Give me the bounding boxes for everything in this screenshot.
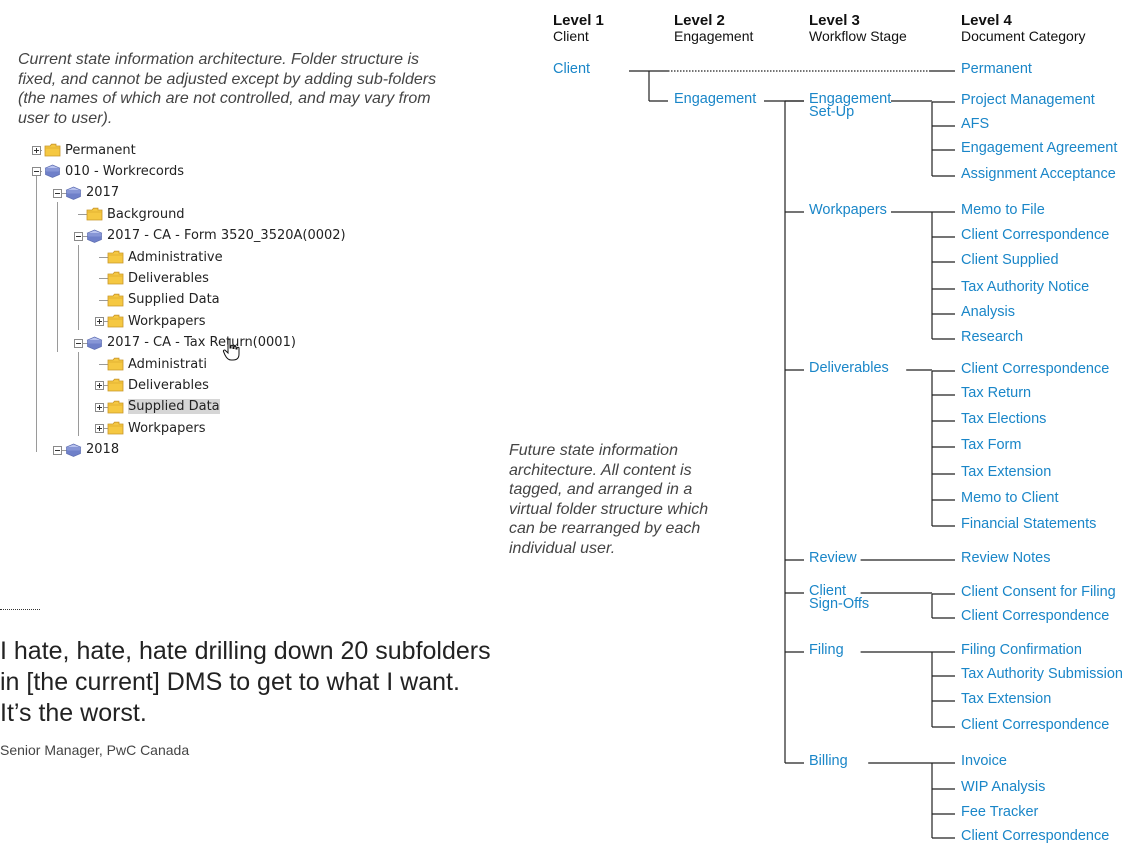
current-state-caption: Current state information architecture. Folder structure is fixed, and cannot be adjusted except by adding sub-folders (the names of which are not controlled, and may vary from user to user). [18, 51, 437, 127]
document-category[interactable]: Client Correspondence [961, 608, 1110, 624]
level-title: Level 3 [809, 12, 860, 29]
quote-attribution: Senior Manager, PwC Canada [0, 742, 190, 758]
permanent-node[interactable]: Permanent [961, 61, 1032, 77]
tree-node-label: Supplied Data [128, 399, 220, 415]
document-category[interactable]: Client Consent for Filing [961, 584, 1116, 600]
document-category[interactable]: Tax Extension [961, 464, 1052, 480]
level-subtitle: Document Category [961, 28, 1086, 44]
workflow-stage[interactable]: Filing [809, 642, 844, 658]
workflow-stage[interactable]: Billing [809, 753, 848, 769]
future-state-caption: Future state information architecture. All content is tagged, and arranged in a virtual folder structure which can be rearranged by each individual user. [509, 442, 709, 557]
client-node[interactable]: Client [553, 61, 591, 77]
tree-node-label: 2017 - CA - Tax Return(0001) [107, 335, 296, 351]
tree-node-label: 2018 [86, 442, 120, 458]
document-category[interactable]: Tax Extension [961, 691, 1052, 707]
document-category[interactable]: Research [961, 329, 1024, 345]
document-category[interactable]: Client Correspondence [961, 361, 1110, 377]
document-category[interactable]: Tax Authority Submission [961, 666, 1123, 682]
tree-node-label: 2017 - CA - Form 3520_3520A(0002) [107, 228, 346, 244]
level-title: Level 2 [674, 12, 725, 29]
document-category[interactable]: Client Correspondence [961, 717, 1110, 733]
document-category[interactable]: Engagement Agreement [961, 140, 1118, 156]
workflow-stage[interactable]: Engagement [809, 91, 892, 107]
document-category[interactable]: Client Correspondence [961, 828, 1110, 844]
document-category[interactable]: WIP Analysis [961, 779, 1046, 795]
quote-line-3: It’s the worst. [0, 699, 147, 727]
document-category[interactable]: Filing Confirmation [961, 642, 1082, 658]
document-category[interactable]: Analysis [961, 304, 1015, 320]
tree-node-label: Workpapers [128, 313, 206, 329]
tree-node-label: Permanent [65, 142, 136, 158]
document-category[interactable]: Memo to Client [961, 490, 1059, 506]
tree-node-label: Administrati [128, 356, 207, 372]
quote-line-1: I hate, hate, hate drilling down 20 subfolders [0, 637, 491, 665]
workflow-stage[interactable]: Deliverables [809, 360, 889, 376]
document-category[interactable]: Review Notes [961, 550, 1051, 566]
document-category[interactable]: Client Supplied [961, 252, 1059, 268]
level-title: Level 4 [961, 12, 1012, 29]
workflow-stage-line2[interactable]: Set-Up [809, 104, 855, 120]
workflow-stage[interactable]: Review [809, 550, 857, 566]
document-category[interactable]: Memo to File [961, 202, 1045, 218]
workflow-stage[interactable]: Client [809, 583, 847, 599]
tree-node-label: 2017 [86, 185, 120, 201]
tree-node-label: Workpapers [128, 420, 206, 436]
document-category[interactable]: Financial Statements [961, 516, 1097, 532]
document-category[interactable]: Invoice [961, 753, 1007, 769]
tree-node-label: 010 - Workrecords [65, 163, 184, 179]
level-subtitle: Workflow Stage [809, 28, 907, 44]
document-category[interactable]: Tax Form [961, 437, 1022, 453]
tree-node-label: Background [107, 206, 185, 222]
workflow-stage-line2[interactable]: Sign-Offs [809, 596, 870, 612]
document-category[interactable]: Project Management [961, 92, 1095, 108]
quote-line-2: in [the current] DMS to get to what I want. [0, 668, 460, 696]
engagement-node[interactable]: Engagement [674, 91, 757, 107]
document-category[interactable]: Assignment Acceptance [961, 166, 1116, 182]
tree-node-label: Deliverables [128, 270, 209, 286]
document-category[interactable]: Tax Authority Notice [961, 279, 1090, 295]
document-category[interactable]: Tax Return [961, 385, 1032, 401]
document-category[interactable]: Fee Tracker [961, 804, 1039, 820]
tree-node-label: Administrative [128, 249, 223, 265]
level-title: Level 1 [553, 12, 604, 29]
document-category[interactable]: Tax Elections [961, 411, 1047, 427]
level-subtitle: Engagement [674, 28, 754, 44]
document-category[interactable]: Client Correspondence [961, 227, 1110, 243]
tree-node-label: Supplied Data [128, 292, 220, 308]
tree-node-label: Deliverables [128, 377, 209, 393]
document-category[interactable]: AFS [961, 116, 990, 132]
workflow-stage[interactable]: Workpapers [809, 202, 887, 218]
level-subtitle: Client [553, 28, 589, 44]
